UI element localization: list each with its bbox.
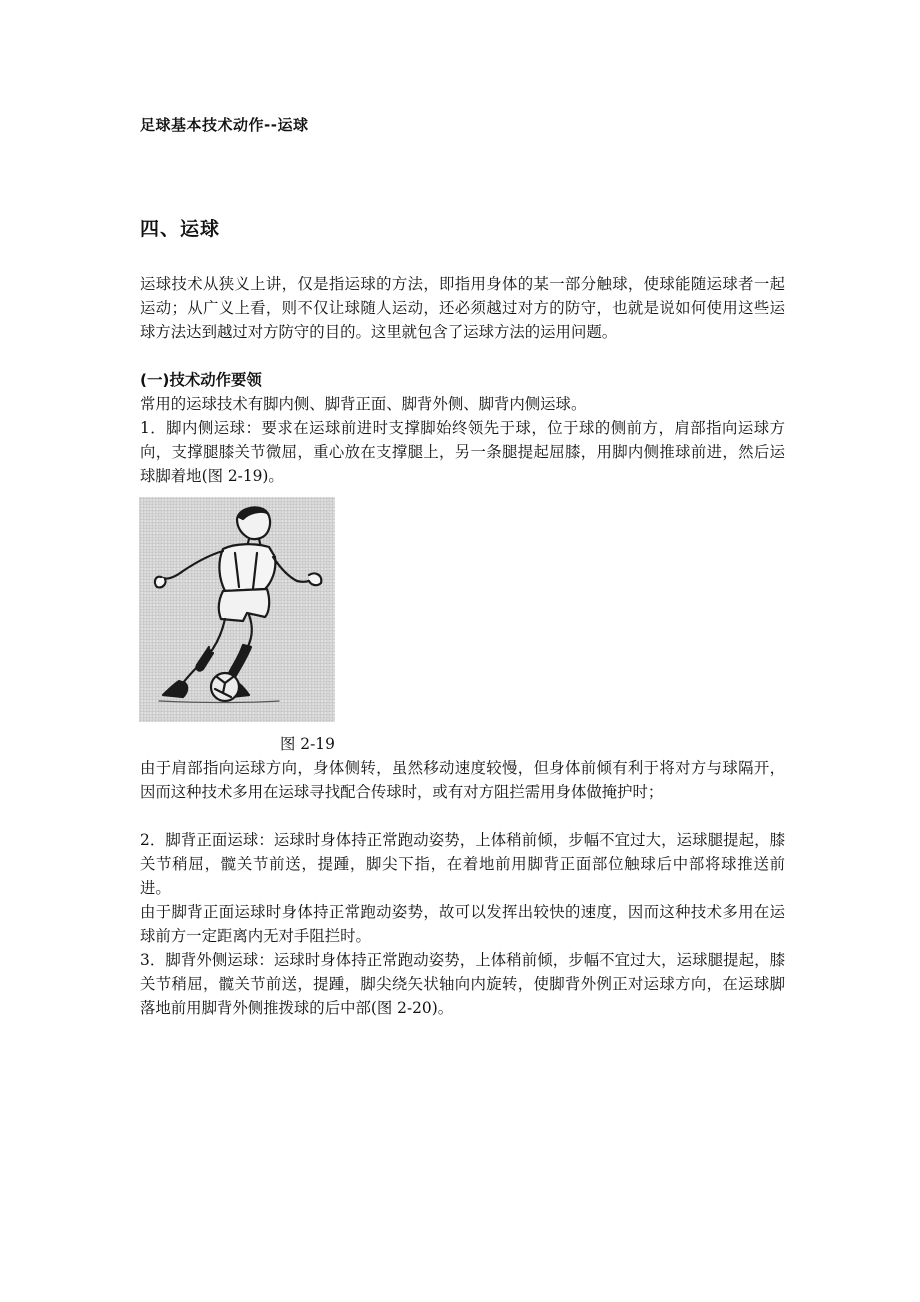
- inside-foot-usage-paragraph: 由于肩部指向运球方向，身体侧转，虽然移动速度较慢，但身体前倾有利于将对方与球隔开，因而这种技术多用在运球寻找配合传球时，或有对方阻拦需用身体做掩护时；: [140, 759, 785, 801]
- common-techniques-paragraph: 常用的运球技术有脚内侧、脚背正面、脚背外侧、脚背内侧运球。: [140, 395, 587, 413]
- subheading-technique-essentials: (一)技术动作要领: [140, 371, 262, 389]
- dribbling-player-icon: [139, 497, 335, 722]
- section-heading: 四、运球: [140, 218, 221, 240]
- inside-foot-dribble-paragraph: 1．脚内侧运球：要求在运球前进时支撑脚始终领先于球，位于球的侧前方，肩部指向运球方向，支撑腿膝关节微屈，重心放在支撑腿上，另一条腿提起屈膝，用脚内侧推球前进，然后运球脚着地(图 2-19)。: [140, 419, 785, 485]
- document-title: 足球基本技术动作--运球: [140, 116, 309, 134]
- outside-instep-dribble-paragraph: 3．脚背外侧运球：运球时身体持正常跑动姿势，上体稍前倾，步幅不宜过大，运球腿提起，膝关节稍屈，髋关节前送，提踵，脚尖绕矢状轴向内旋转，使脚背外例正对运球方向，在运球脚落地前用脚背外侧推拨球的后中部(图 2-20)。: [140, 951, 785, 1017]
- figure-caption: 图 2-19: [280, 735, 335, 753]
- soccer-player-dribbling-illustration: [139, 497, 335, 722]
- intro-paragraph: 运球技术从狭义上讲，仅是指运球的方法，即指用身体的某一部分触球，使球能随运球者一起运动；从广义上看，则不仅让球随人运动，还必须越过对方的防守，也就是说如何使用这些运球方法达到越过对方防守的目的。这里就包含了运球方法的运用问题。: [140, 275, 785, 341]
- instep-dribble-paragraph: 2．脚背正面运球：运球时身体持正常跑动姿势，上体稍前倾，步幅不宜过大，运球腿提起，膝关节稍屈，髋关节前送，提踵，脚尖下指，在着地前用脚背正面部位触球后中部将球推送前进。: [140, 831, 785, 897]
- instep-usage-paragraph: 由于脚背正面运球时身体持正常跑动姿势，故可以发挥出较快的速度，因而这种技术多用在运球前方一定距离内无对手阻拦时。: [140, 903, 785, 945]
